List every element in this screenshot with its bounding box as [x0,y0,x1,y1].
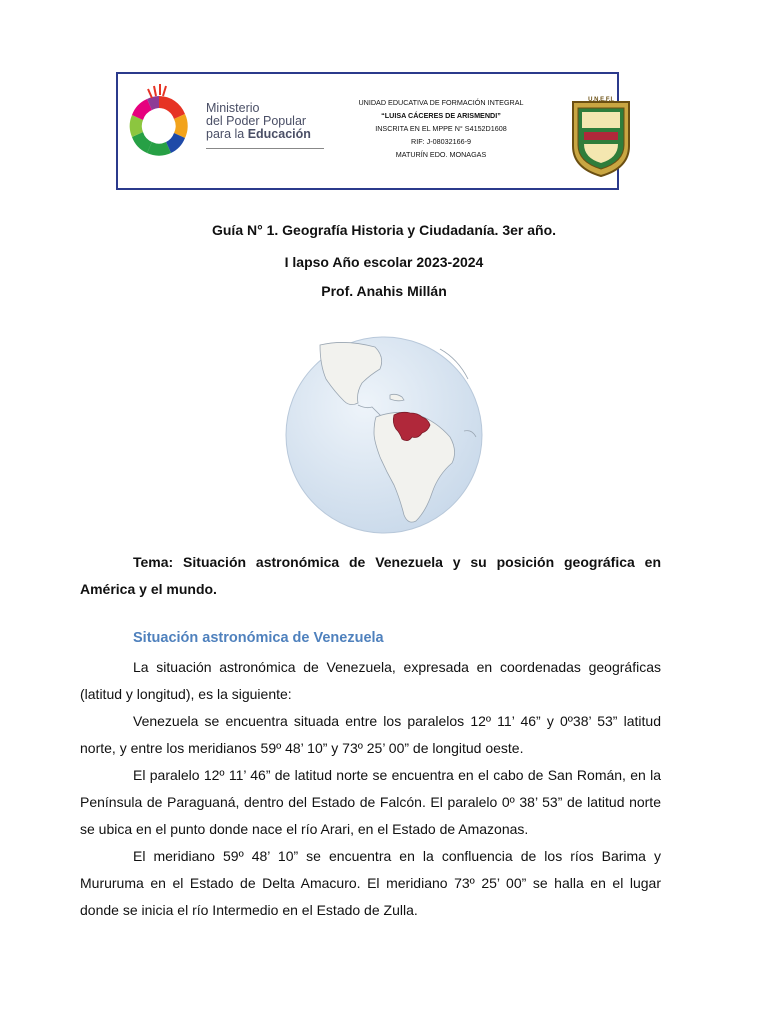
school-seal-icon [570,94,632,178]
school-location: MATURÍN EDO. MONAGAS [395,150,487,159]
letterhead [116,72,619,190]
topic-statement: Tema: Situación astronómica de Venezuela y su posición geográfica en América y el mundo. [80,554,661,597]
paragraph-3: El paralelo 12º 11’ 46” de latitud norte se encuentra en el cabo de San Román, en la Península de Paraguaná, dentro del Estado de Falcón. El paralelo 0º 38’ 53” de latitud norte se ubica en el punto donde nace el río Arari, en el Estado de Amazonas. [80,767,661,837]
teacher-name: Prof. Anahis Millán [321,283,447,299]
ministry-line-1: Ministerio [206,101,260,115]
ministry-line-3 [206,128,311,141]
globe-venezuela-map [280,335,488,535]
paragraph-2: Venezuela se encuentra situada entre los paralelos 12º 11’ 46” y 0º38’ 53” latitud norte, y entre los meridianos 59º 48’ 10” y 73º 25’ 00” de longitud oeste. [80,713,661,756]
paragraph-1: La situación astronómica de Venezuela, expresada en coordenadas geográficas (latitud y longitud), es la siguiente: [80,659,661,702]
school-quote: “LUISA CÁCERES DE ARISMENDI” [381,111,501,120]
paragraph-4: El meridiano 59º 48’ 10” se encuentra en la confluencia de los ríos Barima y Mururuma en el Estado de Delta Amacuro. El meridiano 73º 25’ 00” se halla en el lugar donde se inicia el río Intermedio en el Estado de Zulla. [80,848,661,918]
school-name: UNIDAD EDUCATIVA DE FORMACIÓN INTEGRAL [358,98,524,107]
school-rif: RIF: J-08032166-9 [411,137,471,146]
seal-label: U.N.E.F.I. [588,97,614,103]
school-registration: INSCRITA EN EL MPPE N° S4152D1608 [375,124,507,133]
ministry-name [206,102,311,141]
ministry-divider [206,148,324,149]
ministry-line-3-prefix: para la [206,127,248,141]
section-heading: Situación astronómica de Venezuela [133,630,384,646]
ministry-logo-icon [124,84,194,164]
ministry-line-3-strong: Educación [247,127,311,141]
guide-title: Guía N° 1. Geografía Historia y Ciudadanía. 3er año. [211,222,557,238]
school-period: I lapso Año escolar 2023-2024 [284,254,484,270]
ministry-line-2: del Poder Popular [206,114,307,128]
school-info [326,96,556,161]
